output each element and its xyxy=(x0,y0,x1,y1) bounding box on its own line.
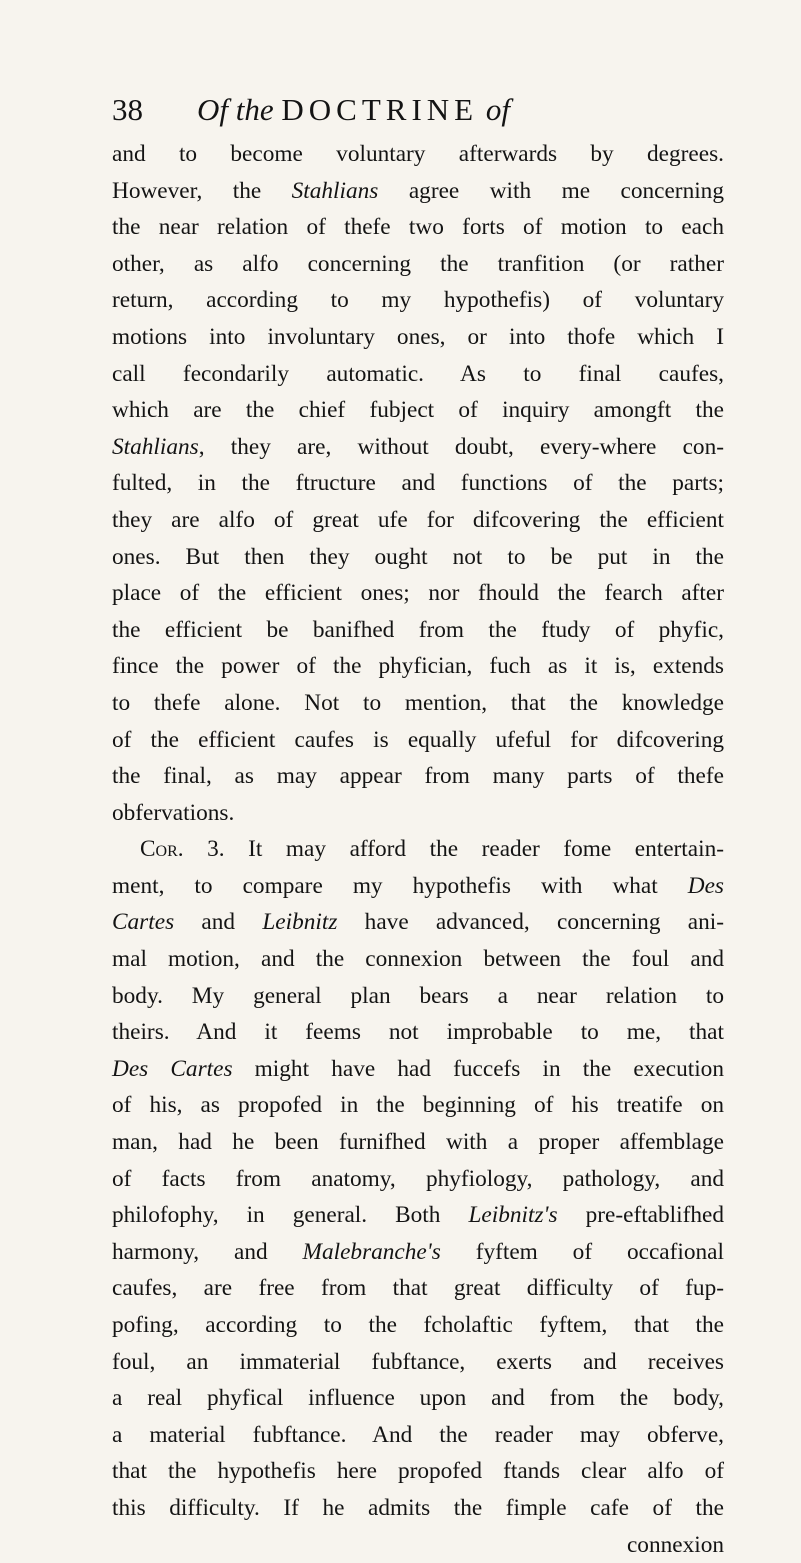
text-line xyxy=(112,539,724,576)
body-text xyxy=(112,136,724,1563)
text-segment: and xyxy=(174,909,263,936)
text-segment: theirs. And it feems not improbable to me, that xyxy=(112,1019,724,1046)
text-line xyxy=(112,612,724,649)
text-segment: foul, an immaterial fubftance, exerts and receives xyxy=(112,1348,724,1375)
text-line xyxy=(112,575,724,612)
text-segment: caufes, are free from that great difficulty of fup- xyxy=(112,1275,724,1302)
text-line xyxy=(112,246,724,283)
text-line xyxy=(112,1307,724,1344)
text-segment: harmony, and xyxy=(112,1238,303,1265)
text-line xyxy=(112,356,724,393)
page-number: 38 xyxy=(112,92,143,127)
italic-text: Stahlians xyxy=(112,433,199,460)
text-segment: pofing, according to the fcholaftic fyftem, that the xyxy=(112,1312,724,1338)
text-line xyxy=(112,831,724,868)
text-segment: agree with me concerning xyxy=(378,177,724,204)
text-segment: call fecondarily automatic. As to final caufes, xyxy=(112,360,724,387)
text-segment: to thefe alone. Not to mention, that the knowledge xyxy=(112,689,724,716)
text-line xyxy=(112,282,724,319)
text-line xyxy=(112,868,724,905)
text-line xyxy=(112,1051,724,1088)
text-segment: , they are, without doubt, every-where con- xyxy=(198,433,724,460)
text-line xyxy=(112,795,724,832)
text-line xyxy=(112,1124,724,1161)
text-segment: return, according to my hypothefis) of voluntary xyxy=(112,287,724,314)
text-segment: fyftem of occafional xyxy=(440,1238,724,1265)
text-segment: a material fubftance. And the reader may obferve, xyxy=(112,1421,724,1448)
text-segment: and to become voluntary afterwards by degrees. xyxy=(112,141,724,167)
text-line xyxy=(112,209,724,246)
text-segment: might have had fuccefs in the execution xyxy=(232,1055,724,1082)
text-line xyxy=(112,722,724,759)
text-segment: motions into involuntary ones, or into thofe which I xyxy=(112,323,724,350)
text-segment: mal motion, and the connexion between the foul and xyxy=(112,946,724,973)
text-segment: place of the efficient ones; nor fhould the fearch after xyxy=(112,580,724,607)
text-segment: fulted, in the ftructure and functions of the parts; xyxy=(112,470,724,497)
text-segment: pre-eftablifhed xyxy=(557,1202,725,1229)
text-line xyxy=(112,1453,724,1490)
running-head-title: DOCTRINE xyxy=(281,92,479,127)
text-line xyxy=(112,1270,724,1307)
italic-text: Cartes xyxy=(112,909,175,936)
text-line xyxy=(112,648,724,685)
text-segment: have advanced, concerning ani- xyxy=(337,909,724,936)
text-line xyxy=(112,319,724,356)
text-segment: fince the power of the phyfician, fuch as it is, extends xyxy=(112,653,724,680)
running-head xyxy=(112,88,672,132)
text-line xyxy=(112,392,724,429)
text-segment: . 3. It may afford the reader fome entertain- xyxy=(177,836,724,863)
text-segment: Cor xyxy=(140,836,178,863)
text-segment: that the hypothefis here propofed ftands clear alfo of xyxy=(112,1458,724,1485)
text-line xyxy=(112,429,724,466)
text-line xyxy=(112,1380,724,1417)
italic-text: Stahlians xyxy=(291,177,379,204)
text-segment: the efficient be banifhed from the ftudy of phyfic, xyxy=(112,616,724,643)
text-segment: body. My general plan bears a near relation to xyxy=(112,982,724,1009)
text-segment: other, as alfo concerning the tranfition (or rather xyxy=(112,250,724,277)
text-line xyxy=(112,1344,724,1381)
text-segment: a real phyfical influence upon and from the body, xyxy=(112,1385,724,1412)
text-line xyxy=(112,1417,724,1454)
text-line xyxy=(112,941,724,978)
italic-text: Des xyxy=(687,872,724,899)
text-segment: of his, as propofed in the beginning of his treatife on xyxy=(112,1092,724,1119)
text-line xyxy=(112,758,724,795)
text-segment: of the efficient caufes is equally ufeful for difcovering xyxy=(112,726,724,753)
text-line xyxy=(112,1527,724,1563)
text-line xyxy=(112,1087,724,1124)
text-line xyxy=(112,978,724,1015)
text-segment: However, the xyxy=(112,177,292,204)
text-segment: philofophy, in general. Both xyxy=(112,1202,469,1229)
running-head-suffix: of xyxy=(485,92,510,127)
text-line xyxy=(112,173,724,210)
italic-text: Malebranche's xyxy=(302,1238,441,1265)
text-line xyxy=(112,1161,724,1198)
italic-text: Des Cartes xyxy=(112,1055,233,1082)
text-line xyxy=(112,1014,724,1051)
text-segment: the final, as may appear from many parts of thefe xyxy=(112,763,724,790)
text-line xyxy=(112,465,724,502)
text-line xyxy=(112,904,724,941)
text-line xyxy=(112,685,724,722)
text-line xyxy=(112,136,724,173)
text-segment: man, had he been furnifhed with a proper affemblage xyxy=(112,1129,724,1156)
text-segment: which are the chief fubject of inquiry amongft the xyxy=(112,397,724,424)
text-segment: ones. But then they ought not to be put in the xyxy=(112,543,724,570)
running-head-prefix: Of the xyxy=(197,92,274,127)
text-segment: obfervations. xyxy=(112,799,235,826)
text-segment: they are alfo of great ufe for difcovering the efficient xyxy=(112,506,724,533)
text-segment: connexion xyxy=(626,1531,724,1558)
text-segment: ment, to compare my hypothefis with what xyxy=(112,872,688,899)
text-line xyxy=(112,1197,724,1234)
text-segment: of facts from anatomy, phyfiology, pathology, and xyxy=(112,1165,724,1192)
text-segment: the near relation of thefe two forts of motion to each xyxy=(112,214,724,241)
text-segment: this difficulty. If he admits the fimple cafe of the xyxy=(112,1494,724,1521)
text-line xyxy=(112,1234,724,1271)
text-line xyxy=(112,1490,724,1527)
italic-text: Leibnitz's xyxy=(468,1202,558,1229)
italic-text: Leibnitz xyxy=(262,909,338,936)
text-line xyxy=(112,502,724,539)
